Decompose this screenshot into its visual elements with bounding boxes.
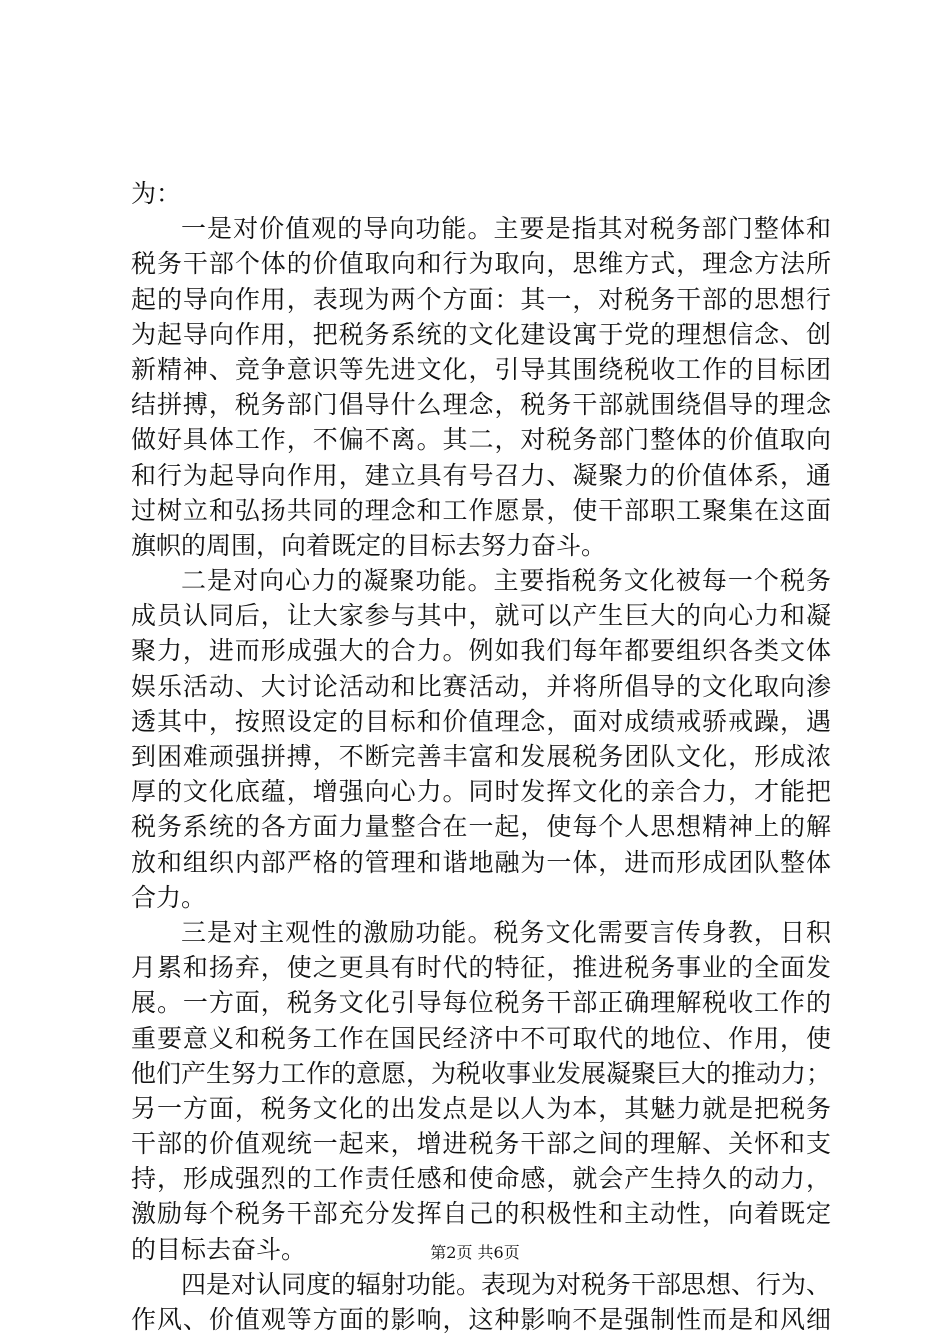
text-line: 展。一方面，税务文化引导每位税务干部正确理解税收工作的: [131, 988, 831, 1018]
text-line: 合力。: [131, 882, 207, 912]
text-line: 作风、价值观等方面的影响，这种影响不是强制性而是和风细: [131, 1305, 831, 1334]
text-line: 起的导向作用，表现为两个方面：其一，对税务干部的思想行: [131, 284, 831, 314]
text-line: 干部的价值观统一起来，增进税务干部之间的理解、关怀和支: [131, 1129, 831, 1159]
page-footer: 第2页 共6页: [430, 1243, 520, 1262]
text-line: 三是对主观性的激励功能。税务文化需要言传身教，日积: [181, 917, 831, 947]
text-line: 新精神、竞争意识等先进文化，引导其围绕税收工作的目标团: [131, 354, 831, 384]
text-line: 过树立和弘扬共同的理念和工作愿景，使干部职工聚集在这面: [131, 495, 831, 525]
text-line: 另一方面，税务文化的出发点是以人为本，其魅力就是把税务: [131, 1093, 831, 1123]
text-line: 激励每个税务干部充分发挥自己的积极性和主动性，向着既定: [131, 1199, 831, 1229]
text-line: 旗帜的周围，向着既定的目标去努力奋斗。: [131, 530, 607, 560]
text-line: 到困难顽强拼搏，不断完善丰富和发展税务团队文化，形成浓: [131, 742, 831, 771]
text-line: 成员认同后，让大家参与其中，就可以产生巨大的向心力和凝: [131, 601, 831, 631]
document-body: [131, 176, 831, 1337]
text-line: 二是对向心力的凝聚功能。主要指税务文化被每一个税务: [181, 566, 831, 596]
text-line: 放和组织内部严格的管理和谐地融为一体，进而形成团队整体: [131, 847, 831, 877]
text-line: 做好具体工作，不偏不离。其二，对税务部门整体的价值取向: [131, 425, 831, 455]
text-line: 厚的文化底蕴，增强向心力。同时发挥文化的亲合力，才能把: [131, 777, 831, 807]
text-line: 的目标去奋斗。: [131, 1234, 307, 1264]
text-line: 月累和扬弃，使之更具有时代的特征，推进税务事业的全面发: [131, 953, 831, 983]
text-line: 和行为起导向作用，建立具有号召力、凝聚力的价值体系，通: [131, 460, 831, 490]
text-line: 为起导向作用，把税务系统的文化建设寓于党的理想信念、创: [131, 319, 831, 349]
text-line: 一是对价值观的导向功能。主要是指其对税务部门整体和: [181, 214, 831, 244]
text-line: 娱乐活动、大讨论活动和比赛活动，并将所倡导的文化取向渗: [131, 671, 831, 701]
text-line: 聚力，进而形成强大的合力。例如我们每年都要组织各类文体: [131, 636, 831, 666]
text-line: 税务干部个体的价值取向和行为取向，思维方式，理念方法所: [131, 249, 831, 279]
text-line: 他们产生努力工作的意愿，为税收事业发展凝聚巨大的推动力；: [131, 1058, 832, 1088]
text-line: 持，形成强烈的工作责任感和使命感，就会产生持久的动力，: [131, 1164, 831, 1194]
text-line: 重要意义和税务工作在国民经济中不可取代的地位、作用，使: [131, 1023, 831, 1053]
text-line: 透其中，按照设定的目标和价值理念，面对成绩戒骄戒躁，遇: [131, 706, 831, 736]
text-line: 为：: [131, 179, 182, 208]
text-line: 结拼搏，税务部门倡导什么理念，税务干部就围绕倡导的理念: [131, 390, 831, 420]
text-line: 四是对认同度的辐射功能。表现为对税务干部思想、行为、: [181, 1269, 832, 1299]
text-line: 税务系统的各方面力量整合在一起，使每个人思想精神上的解: [131, 812, 831, 842]
